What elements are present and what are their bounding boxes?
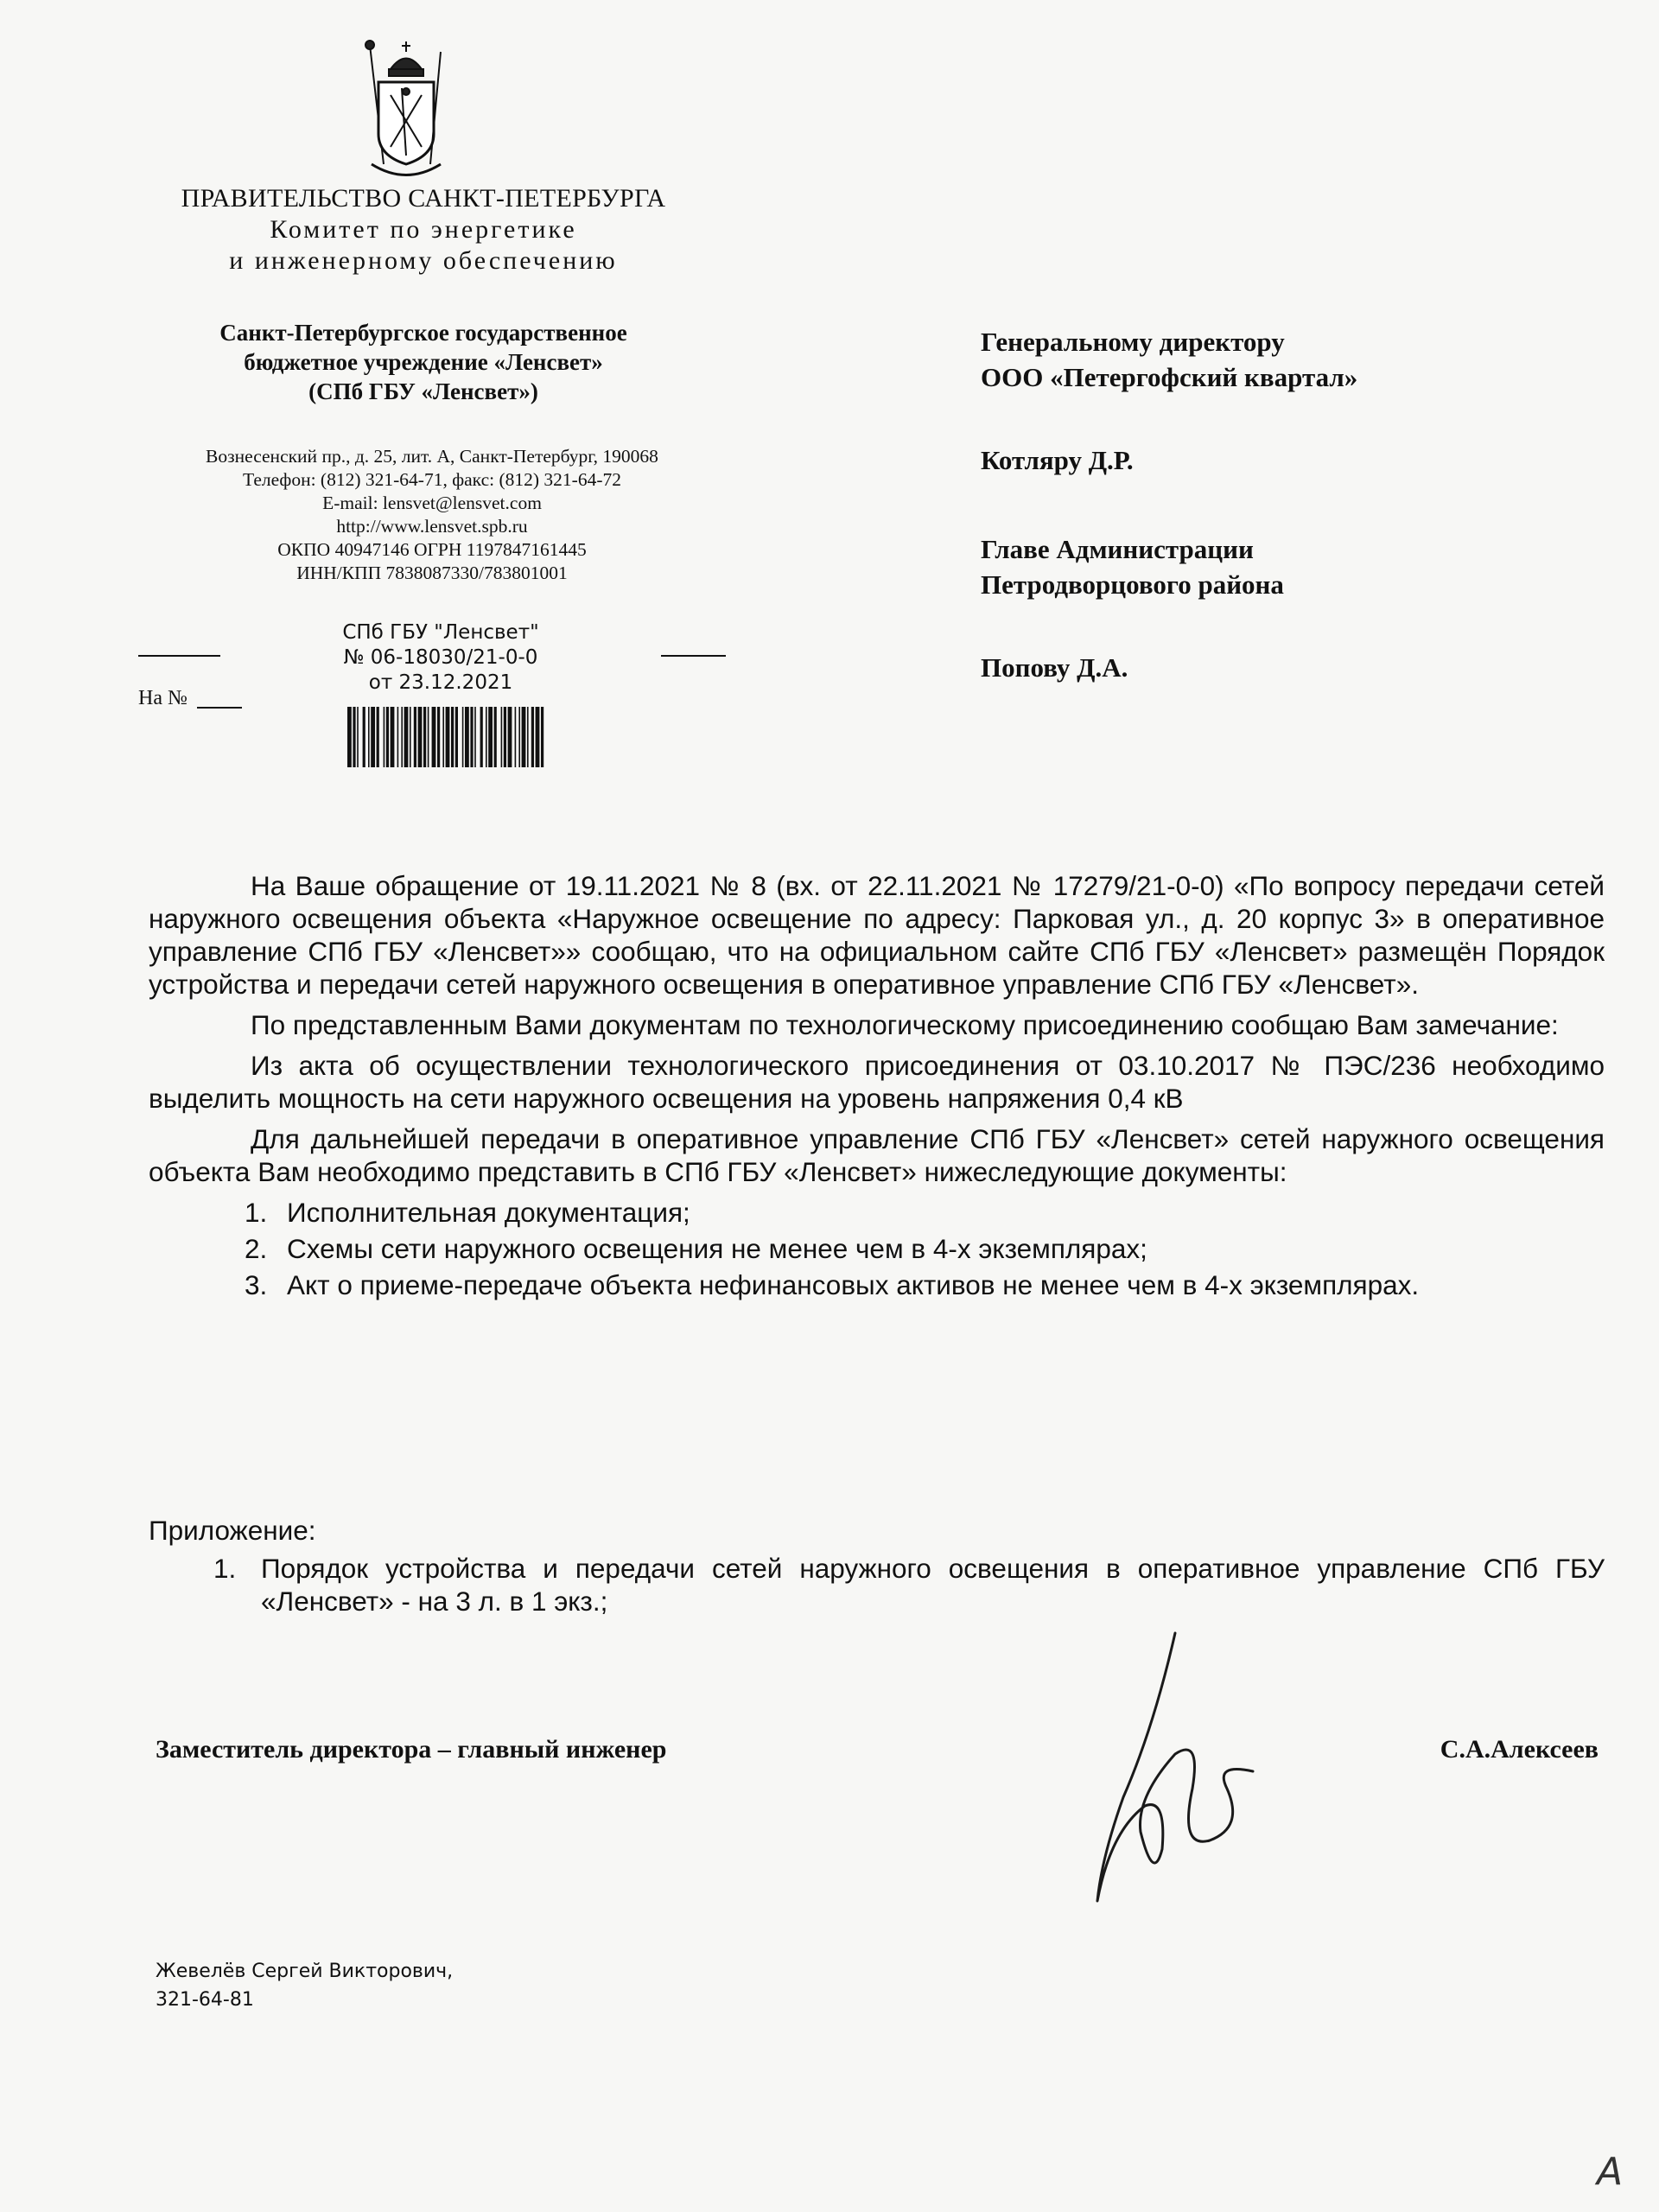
barcode-icon [346, 707, 544, 767]
contact-okpo: ОКПО 40947146 ОГРН 1197847161445 [277, 539, 587, 560]
executor-phone: 321-64-81 [156, 1989, 254, 2011]
reference-number-line [197, 707, 242, 709]
header-government [138, 183, 709, 276]
org-line-3: (СПб ГБУ «Ленсвет») [308, 378, 538, 404]
signer-name: С.А.Алексеев [1440, 1735, 1599, 1764]
contact-address: Вознесенский пр., д. 25, лит. А, Санкт-Петербург, 190068 [206, 446, 658, 467]
executor-name: Жевелёв Сергей Викторович, [156, 1961, 454, 1982]
addressee-1-company: ООО «Петергофский квартал» [981, 362, 1358, 392]
attachment-title: Приложение: [149, 1515, 316, 1546]
org-line-2: бюджетное учреждение «Ленсвет» [244, 349, 603, 375]
committee-line-1: Комитет по энергетике [270, 215, 577, 244]
attachment-section [149, 1514, 1605, 1618]
handwritten-signature [1071, 1624, 1279, 1936]
body-paragraph-2: По представленным Вами документам по технологическому присоединению сообщаю Вам замечание: [251, 1009, 1559, 1040]
addressee-2-position: Главе Администрации [981, 534, 1254, 564]
body-paragraph-3: Из акта об осуществлении технологического присоединения от 03.10.2017 № ПЭС/236 необходимо выделить мощность на сети наружного освещения на уровень напряжения 0,4 кВ [149, 1050, 1605, 1114]
corner-mark: А [1597, 2150, 1624, 2194]
list-item: 2. Схемы сети наружного освещения не менее чем в 4-х экземплярах; [275, 1232, 1605, 1265]
signer-position: Заместитель директора – главный инженер [156, 1735, 667, 1764]
body-paragraph-1: На Ваше обращение от 19.11.2021 № 8 (вх. от 22.11.2021 № 17279/21-0-0) «По вопросу передачи сетей наружного освещения объекта «Наружное освещение по адресу: Парковая ул., д. 20 корпус 3» в оперативное управление СПб ГБУ «Ленсвет»» сообщаю, что на официальном сайте СПб ГБУ «Ленсвет» размещён Порядок устройства и передачи сетей наружного освещения в оперативное управление СПб ГБУ «Ленсвет». [149, 870, 1605, 1000]
list-item: 1. Исполнительная документация; [275, 1196, 1605, 1229]
addressee-1-name: Котляру Д.Р. [981, 445, 1134, 475]
list-item: 3. Акт о приеме-передаче объекта нефинансовых активов не менее чем в 4-х экземплярах. [275, 1268, 1605, 1301]
letter-body [149, 869, 1605, 1305]
org-contacts [138, 445, 726, 585]
stamp-org: СПб ГБУ "Ленсвет" [342, 621, 539, 644]
registration-stamp [311, 620, 570, 696]
stamp-date: от 23.12.2021 [368, 671, 513, 694]
list-item: 1. Порядок устройства и передачи сетей наружного освещения в оперативное управление СПб ГБУ «Ленсвет» - на 3 л. в 1 экз.; [244, 1552, 1605, 1618]
government-name: ПРАВИТЕЛЬСТВО САНКТ-ПЕТЕРБУРГА [181, 184, 666, 213]
documents-list [149, 1196, 1605, 1301]
stamp-line-left [138, 655, 220, 657]
executor-info [156, 1957, 453, 2014]
stamp-number: № 06-18030/21-0-0 [343, 646, 538, 669]
committee-line-2: и инженерному обеспечению [229, 246, 618, 275]
reference-number-label: На № [138, 687, 188, 709]
org-line-1: Санкт-Петербургское государственное [219, 320, 627, 346]
contact-email: E-mail: lensvet@lensvet.com [322, 493, 542, 513]
contact-inn: ИНН/КПП 7838087330/783801001 [296, 563, 568, 583]
emblem-icon [354, 35, 458, 186]
addressee-2-name: Попову Д.А. [981, 652, 1128, 683]
contact-phone: Телефон: (812) 321-64-71, факс: (812) 321-64-72 [243, 469, 621, 490]
attachment-list [149, 1552, 1605, 1618]
stamp-line-right [661, 655, 726, 657]
addressee-2-district: Петродворцового района [981, 569, 1284, 600]
body-paragraph-4: Для дальнейшей передачи в оперативное управление СПб ГБУ «Ленсвет» сетей наружного освещения объекта Вам необходимо представить в СПб ГБУ «Ленсвет» нижеследующие документы: [149, 1123, 1605, 1187]
contact-website: http://www.lensvet.spb.ru [336, 516, 528, 537]
organization-name [156, 318, 691, 406]
addressee-1-position: Генеральному директору [981, 327, 1285, 357]
addressees [981, 324, 1586, 733]
